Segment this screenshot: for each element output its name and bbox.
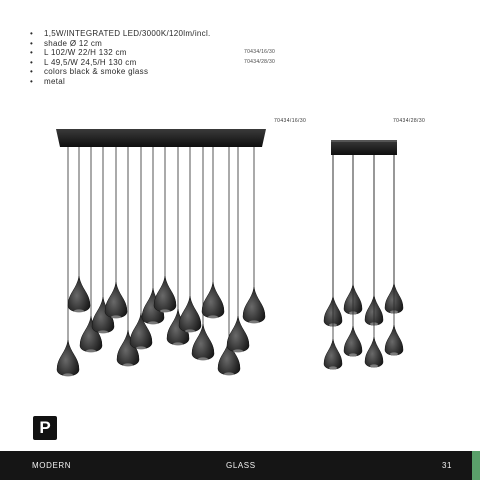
spec-text: colors black & smoke glass	[44, 67, 149, 77]
spec-text: L 49,5/W 24,5/H 130 cm	[44, 57, 137, 67]
bullet-icon: •	[30, 57, 34, 67]
product-code-small: 70434/28/30	[393, 118, 426, 124]
pendant-shade	[68, 147, 90, 313]
spec-code: 70434/16/30	[244, 49, 276, 56]
pendant-lamp-small	[324, 140, 403, 370]
pendant-shade	[57, 147, 79, 377]
pendant-shade	[227, 147, 249, 353]
bullet-icon: •	[30, 38, 34, 48]
bullet-icon: •	[30, 48, 34, 58]
pendant-shade	[179, 147, 201, 333]
pendant-shade	[105, 147, 127, 319]
footer-category: MODERN	[32, 461, 72, 470]
spec-text: shade Ø 12 cm	[44, 38, 103, 48]
footer-collection: GLASS	[226, 461, 256, 470]
pendant-shade	[324, 155, 342, 370]
p-badge: P	[33, 416, 57, 440]
pendant-shade	[202, 147, 224, 319]
bullet-icon: •	[30, 29, 34, 38]
pendant-shade	[243, 147, 265, 324]
spec-code: 70434/28/30	[244, 58, 276, 65]
spec-text: 1,5W/INTEGRATED LED/3000K/120lm/incl.	[44, 29, 211, 38]
page-footer	[0, 451, 480, 480]
spec-text: metal	[44, 76, 66, 86]
page-number: 31	[442, 461, 453, 470]
canopy-small	[331, 140, 397, 155]
pendant-lamp-large	[56, 129, 266, 377]
pendant-shade	[385, 155, 403, 356]
bullet-icon: •	[30, 67, 34, 77]
accent-strip	[472, 451, 480, 480]
spec-text: L 102/W 22/H 132 cm	[44, 48, 127, 58]
pendant-shade	[154, 147, 176, 313]
canopy-large	[56, 129, 266, 147]
product-code-large: 70434/16/30	[274, 118, 307, 124]
pendant-shade	[344, 155, 362, 357]
pendant-shade	[365, 155, 383, 368]
bullet-icon: •	[30, 76, 34, 86]
